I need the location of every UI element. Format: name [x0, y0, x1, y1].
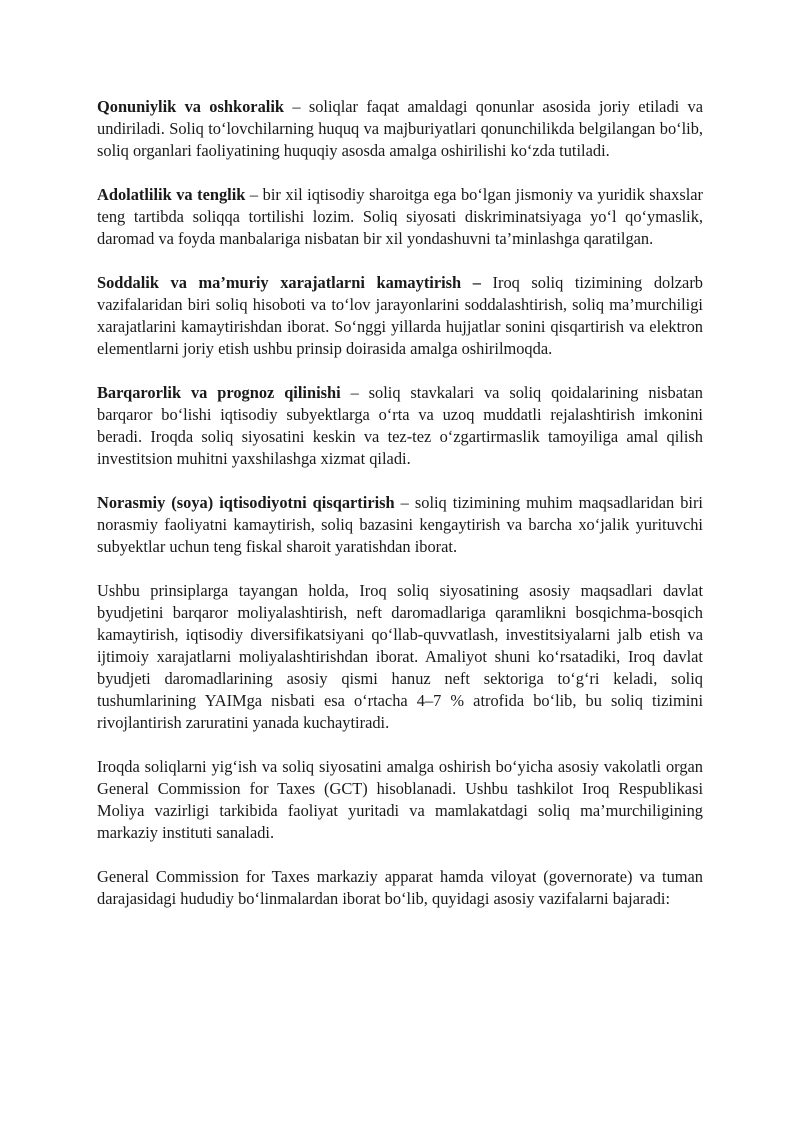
document-page	[97, 96, 703, 932]
paragraph-text: General Commission for Taxes markaziy apparat hamda viloyat (governorate) va tuman darajasidagi hududiy bo‘linmalardan iborat bo‘lib, quyidagi asosiy vazifalarni bajaradi:	[97, 867, 703, 908]
paragraph-gct-structure	[97, 866, 703, 910]
paragraph-stability	[97, 382, 703, 470]
paragraph-text: Iroqda soliqlarni yig‘ish va soliq siyosatini amalga oshirish bo‘yicha asosiy vakolatli organ General Commission for Taxes (GCT) hisoblanadi. Ushbu tashkilot Iroq Respublikasi Moliya vazirligi tarkibida faoliyat yuritadi va mamlakatdagi soliq ma’murchiligining markaziy instituti sanaladi.	[97, 757, 703, 842]
paragraph-text: – soliqlar faqat amaldagi qonunlar asosida joriy etiladi va undiriladi. Soliq to‘lovchilarning huquq va majburiyatlari qonunchilikda belgilangan bo‘lib, soliq organlari faoliyatining huquqiy asosda amalga oshirilishi ko‘zda tutiladi.	[97, 97, 703, 160]
paragraph-simplicity	[97, 272, 703, 360]
paragraph-text: – soliq tizimining muhim maqsadlaridan biri norasmiy faoliyatni kamaytirish, soliq bazasini kengaytirish va barcha xo‘jalik yurituvchi subyektlar uchun teng fiskal sharoit yaratishdan iborat.	[97, 493, 703, 556]
paragraph-text: – bir xil iqtisodiy sharoitga ega bo‘lgan jismoniy va yuridik shaxslar teng tartibda soliqqa tortilishi lozim. Soliq siyosati diskriminatsiyaga yo‘l qo‘ymaslik, daromad va foyda manbalariga nisbatan bir xil yondashuvni ta’minlashga qaratilgan.	[97, 185, 703, 248]
paragraph-goals	[97, 580, 703, 734]
paragraph-fairness	[97, 184, 703, 250]
paragraph-term: Qonuniylik va oshkoralik	[97, 97, 284, 116]
paragraph-text: Iroq soliq tizimining dolzarb vazifalaridan biri soliq hisoboti va to‘lov jarayonlarini soddalashtirish, soliq ma’murchiligi xarajatlarini kamaytirishdan iborat. So‘nggi yillarda hujjatlar sonini qisqartirish va elektron elementlarni joriy etish ushbu prinsip doirasida amalga oshirilmoqda.	[97, 273, 703, 358]
paragraph-gct	[97, 756, 703, 844]
paragraph-term: Soddalik va ma’muriy xarajatlarni kamaytirish –	[97, 273, 481, 292]
paragraph-term: Barqarorlik va prognoz qilinishi	[97, 383, 341, 402]
paragraph-legality	[97, 96, 703, 162]
paragraph-term: Norasmiy (soya) iqtisodiyotni qisqartirish	[97, 493, 395, 512]
paragraph-text: Ushbu prinsiplarga tayangan holda, Iroq soliq siyosatining asosiy maqsadlari davlat byudjetini barqaror moliyalashtirish, neft daromadlariga qaramlikni bosqichma-bosqich kamaytirish, iqtisodiy diversifikatsiyani qo‘llab-quvvatlash, investitsiyalarni jalb etish va ijtimoiy xarajatlarni moliyalashtirishdan iborat. Amaliyot shuni ko‘rsatadiki, Iroq davlat byudjeti daromadlarining asosiy qismi hanuz neft sektoriga to‘g‘ri keladi, soliq tushumlarining YAIMga nisbati esa o‘rtacha 4–7 % atrofida bo‘lib, bu soliq tizimini rivojlantirish zaruratini yanada kuchaytiradi.	[97, 581, 703, 732]
paragraph-text: – soliq stavkalari va soliq qoidalarining nisbatan barqaror bo‘lishi iqtisodiy subyektlarga o‘rta va uzoq muddatli rejalashtirish imkonini beradi. Iroqda soliq siyosatini keskin va tez-tez o‘zgartirmaslik tamoyiliga amal qilish investitsion muhitni yaxshilashga xizmat qiladi.	[97, 383, 703, 468]
paragraph-term: Adolatlilik va tenglik	[97, 185, 246, 204]
paragraph-shadow-economy	[97, 492, 703, 558]
